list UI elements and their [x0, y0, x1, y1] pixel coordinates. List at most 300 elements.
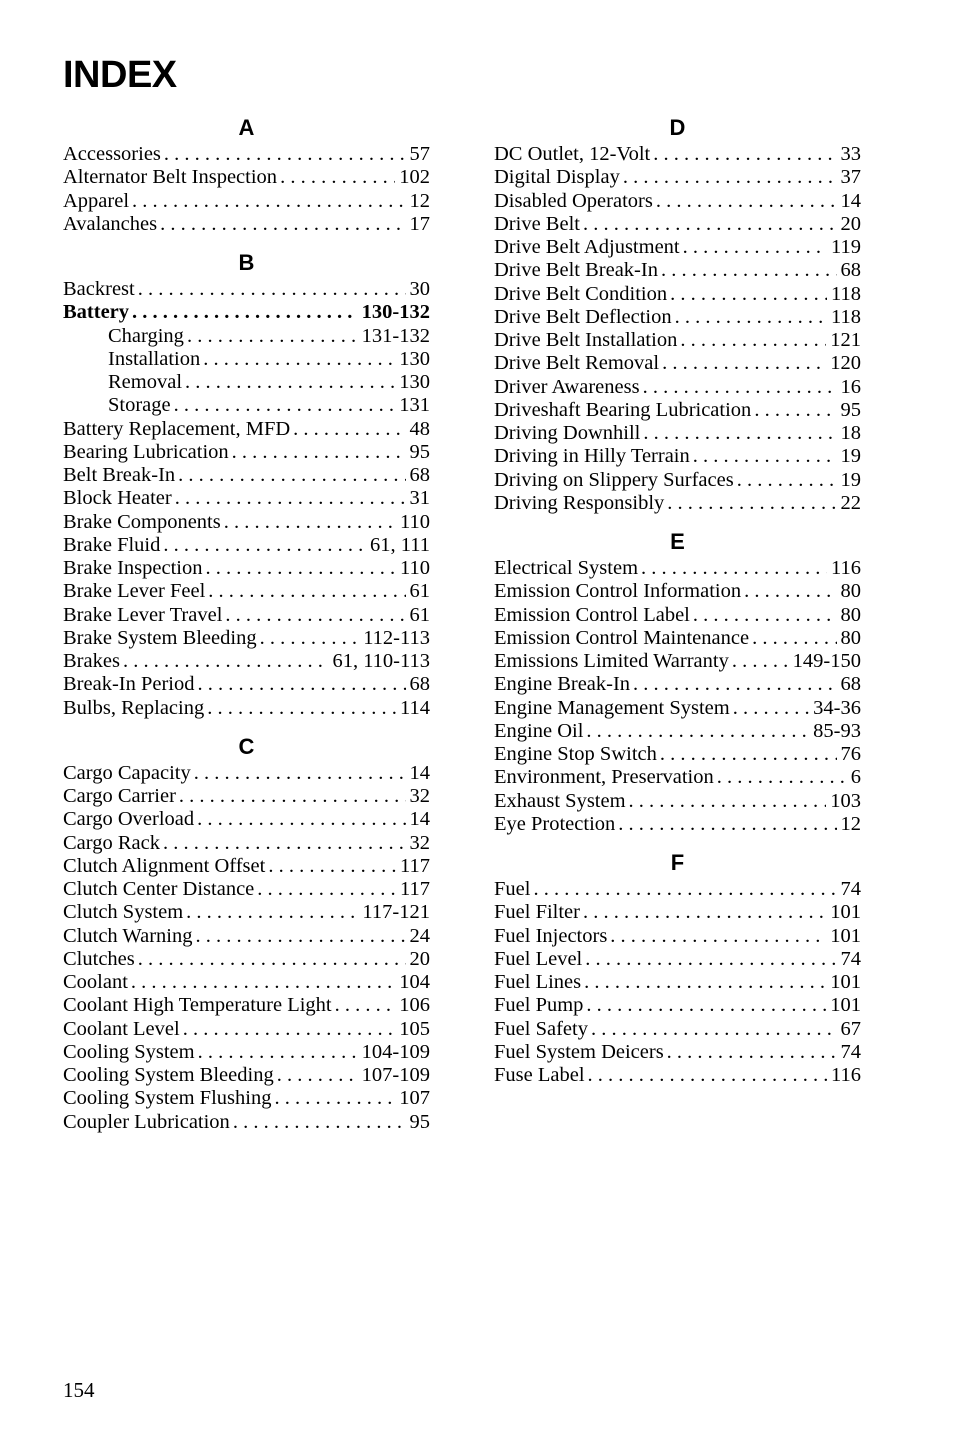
entry-term: Fuel Pump	[494, 994, 584, 1017]
entry-term: Fuel Level	[494, 947, 583, 970]
entry-term: Fuel Filter	[494, 901, 580, 924]
dot-leader	[335, 994, 396, 1017]
entry-term: Engine Stop Switch	[494, 743, 657, 765]
entry-term: Fuel Safety	[494, 1017, 588, 1040]
dot-leader	[670, 283, 827, 306]
entry-term: Clutch System	[63, 901, 184, 924]
entry-page-ref: 18	[840, 422, 861, 444]
entry-page-ref: 118	[831, 305, 861, 328]
entry-page-ref: 130	[399, 347, 430, 370]
index-entry-list	[494, 557, 861, 836]
dot-leader	[268, 855, 396, 878]
entry-term: Drive Belt Adjustment	[494, 236, 680, 258]
entry-term: Brake System Bleeding	[63, 626, 257, 649]
entry-term: Eye Protection	[494, 812, 616, 835]
entry-term: Clutch Warning	[63, 924, 193, 947]
entry-term: Driving on Slippery Surfaces	[494, 468, 734, 491]
index-entry	[63, 301, 430, 324]
index-entry	[494, 604, 861, 627]
entry-term: Drive Belt Condition	[494, 282, 668, 305]
dot-leader	[205, 557, 396, 580]
dot-leader	[680, 329, 826, 352]
dot-leader	[732, 650, 789, 673]
dot-leader	[661, 259, 837, 282]
entry-term: DC Outlet, 12-Volt	[494, 143, 651, 165]
dot-leader	[629, 790, 827, 813]
dot-leader	[198, 673, 406, 696]
index-entry	[63, 534, 430, 557]
dot-leader	[583, 901, 826, 924]
entry-term: Driving in Hilly Terrain	[494, 445, 690, 468]
entry-term: Clutch Center Distance	[63, 878, 255, 900]
entry-page-ref: 101	[830, 901, 861, 924]
index-entry-list	[494, 143, 861, 515]
index-column-right	[494, 113, 861, 1099]
entry-term: Disabled Operators	[494, 189, 653, 212]
entry-page-ref: 37	[840, 166, 861, 189]
dot-leader	[693, 604, 837, 627]
entry-page-ref: 61, 110-113	[332, 650, 430, 672]
index-entry	[494, 190, 861, 213]
entry-term: Driving Downhill	[494, 422, 641, 444]
dot-leader	[588, 1064, 827, 1087]
index-entry	[63, 190, 430, 213]
entry-term: Engine Oil	[494, 719, 584, 742]
entry-page-ref: 120	[830, 352, 861, 375]
index-entry	[494, 673, 861, 696]
entry-term: Accessories	[63, 143, 161, 165]
dot-leader	[274, 1087, 395, 1110]
dot-leader	[196, 925, 406, 948]
entry-term: Alternator Belt Inspection	[63, 166, 278, 189]
entry-page-ref: 103	[830, 789, 861, 812]
entry-page-ref: 68	[840, 673, 861, 696]
dot-leader	[717, 766, 847, 789]
entry-page-ref: 61	[409, 603, 430, 626]
dot-leader	[586, 720, 809, 743]
entry-term: Brake Lever Feel	[63, 580, 206, 603]
index-entry	[63, 1041, 430, 1064]
entry-term: Emission Control Maintenance	[494, 626, 750, 649]
entry-page-ref: 131-132	[361, 324, 430, 347]
section-heading: B	[238, 250, 255, 275]
entry-page-ref: 74	[840, 1040, 861, 1063]
dot-leader	[203, 348, 395, 371]
index-entry	[63, 762, 430, 785]
dot-leader	[132, 301, 358, 324]
entry-page-ref: 119	[831, 236, 861, 258]
index-entry	[494, 376, 861, 399]
dot-leader	[257, 878, 396, 901]
index-entry	[494, 813, 861, 836]
index-entry	[494, 697, 861, 720]
entry-term: Brakes	[63, 650, 120, 672]
index-entry	[63, 418, 430, 441]
index-entry	[63, 511, 430, 534]
index-entry	[494, 213, 861, 236]
entry-page-ref: 116	[831, 557, 861, 579]
index-entry	[63, 441, 430, 464]
entry-term: Battery	[63, 301, 130, 324]
entry-page-ref: 107-109	[361, 1064, 430, 1086]
entry-term: Environment, Preservation	[494, 766, 714, 789]
entry-page-ref: 74	[840, 947, 861, 970]
dot-leader	[641, 557, 827, 580]
entry-term: Fuel	[494, 878, 531, 900]
entry-term: Drive Belt Break-In	[494, 259, 658, 282]
dot-leader	[744, 580, 836, 603]
index-entry	[63, 925, 430, 948]
entry-page-ref: 33	[840, 143, 861, 165]
index-entry	[494, 283, 861, 306]
entry-page-ref: 14	[409, 761, 430, 784]
dot-leader	[683, 236, 827, 259]
entry-page-ref: 112-113	[363, 626, 430, 649]
entry-page-ref: 101	[830, 924, 861, 947]
index-entry	[63, 580, 430, 603]
entry-page-ref: 57	[409, 143, 430, 165]
dot-leader	[585, 948, 836, 971]
entry-page-ref: 80	[840, 603, 861, 626]
index-subentry	[63, 348, 430, 371]
index-entry	[494, 143, 861, 166]
entry-term: Coupler Lubrication	[63, 1110, 230, 1133]
dot-leader	[186, 901, 358, 924]
entry-term: Break-In Period	[63, 673, 195, 696]
entry-page-ref: 12	[409, 189, 430, 212]
index-entry	[494, 925, 861, 948]
entry-page-ref: 118	[831, 282, 861, 305]
section-heading: D	[669, 115, 686, 140]
entry-term: Installation	[108, 347, 201, 370]
index-entry	[494, 422, 861, 445]
dot-leader	[260, 627, 360, 650]
index-entry	[63, 627, 430, 650]
index-column-left	[63, 113, 430, 1146]
dot-leader	[131, 971, 395, 994]
dot-leader	[132, 190, 405, 213]
entry-page-ref: 117	[400, 878, 430, 900]
entry-term: Block Heater	[63, 487, 172, 510]
entry-term: Electrical System	[494, 557, 639, 579]
index-entry	[63, 785, 430, 808]
entry-term: Brake Inspection	[63, 557, 203, 579]
index-entry	[494, 878, 861, 901]
entry-term: Drive Belt	[494, 212, 580, 235]
index-entry	[494, 743, 861, 766]
section-heading: E	[670, 529, 685, 554]
index-entry	[63, 697, 430, 720]
entry-term: Charging	[108, 324, 184, 347]
dot-leader	[675, 306, 827, 329]
entry-term: Clutches	[63, 947, 135, 970]
entry-page-ref: 68	[840, 259, 861, 282]
index-subentry	[63, 371, 430, 394]
entry-page-ref: 16	[840, 375, 861, 398]
entry-term: Apparel	[63, 189, 130, 212]
index-entry-list	[494, 878, 861, 1087]
entry-page-ref: 107	[399, 1087, 430, 1110]
dot-leader	[138, 948, 406, 971]
index-entry	[494, 399, 861, 422]
dot-leader	[225, 604, 405, 627]
index-entry	[494, 1041, 861, 1064]
index-entry	[494, 580, 861, 603]
index-entry	[63, 948, 430, 971]
entry-page-ref: 34-36	[813, 696, 861, 719]
entry-page-ref: 95	[840, 398, 861, 421]
dot-leader	[583, 213, 837, 236]
index-entry	[494, 236, 861, 259]
dot-leader	[293, 418, 405, 441]
section-heading: A	[238, 115, 255, 140]
dot-leader	[754, 399, 836, 422]
entry-term: Clutch Alignment Offset	[63, 854, 266, 877]
index-entry	[494, 790, 861, 813]
entry-page-ref: 32	[409, 785, 430, 807]
index-entry	[494, 329, 861, 352]
index-entry	[63, 1111, 430, 1134]
dot-leader	[178, 464, 405, 487]
entry-term: Driveshaft Bearing Lubrication	[494, 398, 752, 421]
entry-page-ref: 130	[399, 371, 430, 393]
entry-term: Avalanches	[63, 212, 158, 235]
index-entry	[63, 971, 430, 994]
index-entry	[63, 855, 430, 878]
entry-term: Brake Components	[63, 510, 221, 533]
index-entry	[494, 766, 861, 789]
entry-page-ref: 32	[409, 831, 430, 854]
dot-leader	[653, 143, 836, 166]
dot-leader	[233, 1111, 406, 1134]
index-entry-list	[63, 278, 430, 720]
entry-page-ref: 31	[409, 487, 430, 510]
dot-leader	[138, 278, 406, 301]
index-entry	[494, 259, 861, 282]
section-heading: C	[238, 733, 255, 759]
index-entry	[494, 1064, 861, 1087]
dot-leader	[752, 627, 836, 650]
dot-leader	[584, 971, 826, 994]
entry-page-ref: 24	[409, 924, 430, 947]
index-entry	[494, 650, 861, 673]
entry-page-ref: 102	[399, 166, 430, 189]
index-entry-list	[63, 143, 430, 236]
entry-term: Fuse Label	[494, 1064, 585, 1086]
dot-leader	[164, 143, 406, 166]
dot-leader	[185, 371, 395, 394]
entry-term: Storage	[108, 394, 171, 417]
entry-page-ref: 101	[830, 971, 861, 993]
dot-leader	[662, 352, 826, 375]
dot-leader	[610, 925, 826, 948]
index-entry	[494, 557, 861, 580]
index-entry	[494, 948, 861, 971]
dot-leader	[208, 580, 405, 603]
entry-page-ref: 130-132	[361, 301, 430, 324]
entry-page-ref: 68	[409, 673, 430, 696]
page-title: INDEX	[63, 54, 177, 96]
dot-leader	[163, 534, 366, 557]
entry-term: Fuel System Deicers	[494, 1040, 664, 1063]
dot-leader	[280, 166, 395, 189]
entry-term: Drive Belt Deflection	[494, 305, 672, 328]
dot-leader	[160, 213, 405, 236]
index-entry	[63, 1087, 430, 1110]
entry-page-ref: 61	[409, 580, 430, 603]
dot-leader	[618, 813, 836, 836]
entry-term: Drive Belt Installation	[494, 329, 678, 351]
entry-page-ref: 19	[840, 445, 861, 468]
dot-leader	[656, 190, 837, 213]
entry-term: Cooling System	[63, 1040, 195, 1063]
entry-page-ref: 22	[840, 491, 861, 514]
dot-leader	[586, 994, 826, 1017]
index-entry	[494, 306, 861, 329]
entry-term: Drive Belt Removal	[494, 352, 660, 375]
dot-leader	[737, 469, 837, 492]
entry-page-ref: 95	[409, 440, 430, 463]
entry-page-ref: 114	[400, 696, 430, 719]
entry-page-ref: 104	[399, 971, 430, 993]
index-entry	[63, 901, 430, 924]
entry-term: Cooling System Bleeding	[63, 1064, 274, 1086]
entry-page-ref: 110	[400, 510, 430, 533]
index-entry	[494, 994, 861, 1017]
index-entry	[63, 808, 430, 831]
entry-term: Emissions Limited Warranty	[494, 650, 729, 672]
entry-term: Driving Responsibly	[494, 491, 665, 514]
entry-page-ref: 19	[840, 468, 861, 491]
entry-page-ref: 20	[409, 947, 430, 970]
entry-term: Emission Control Information	[494, 580, 742, 603]
index-entry	[63, 213, 430, 236]
dot-leader	[194, 762, 406, 785]
entry-page-ref: 95	[409, 1110, 430, 1133]
entry-term: Fuel Injectors	[494, 924, 608, 947]
index-entry	[63, 487, 430, 510]
page-number: 154	[63, 1378, 95, 1402]
index-subentry	[63, 325, 430, 348]
index-entry	[63, 557, 430, 580]
entry-term: Bulbs, Replacing	[63, 696, 205, 719]
index-entry-list	[63, 762, 430, 1134]
entry-page-ref: 85-93	[813, 719, 861, 742]
entry-term: Driver Awareness	[494, 375, 640, 398]
entry-page-ref: 101	[830, 994, 861, 1017]
dot-leader	[633, 673, 836, 696]
index-entry	[63, 1064, 430, 1087]
entry-term: Engine Management System	[494, 696, 730, 719]
index-entry	[63, 650, 430, 673]
entry-term: Coolant High Temperature Light	[63, 994, 332, 1017]
entry-page-ref: 30	[409, 278, 430, 300]
index-entry	[494, 627, 861, 650]
index-entry	[63, 278, 430, 301]
dot-leader	[533, 878, 836, 901]
entry-term: Cargo Carrier	[63, 785, 176, 807]
entry-term: Engine Break-In	[494, 673, 631, 696]
index-entry	[63, 832, 430, 855]
entry-term: Exhaust System	[494, 789, 626, 812]
entry-term: Coolant	[63, 971, 128, 993]
entry-term: Cargo Overload	[63, 808, 195, 831]
index-subentry	[63, 394, 430, 417]
index-entry	[494, 492, 861, 515]
dot-leader	[643, 422, 836, 445]
index-entry	[63, 994, 430, 1017]
entry-page-ref: 117-121	[362, 901, 430, 924]
index-entry	[63, 604, 430, 627]
entry-term: Brake Lever Travel	[63, 603, 223, 626]
index-entry	[63, 166, 430, 189]
dot-leader	[179, 785, 406, 808]
entry-term: Belt Break-In	[63, 464, 176, 486]
entry-page-ref: 20	[840, 212, 861, 235]
dot-leader	[277, 1064, 358, 1087]
dot-leader	[660, 743, 837, 766]
section-heading: F	[670, 850, 685, 875]
entry-term: Coolant Level	[63, 1017, 180, 1040]
dot-leader	[197, 808, 405, 831]
entry-page-ref: 48	[409, 417, 430, 440]
entry-page-ref: 131	[399, 394, 430, 417]
dot-leader	[667, 492, 836, 515]
dot-leader	[183, 1018, 396, 1041]
entry-page-ref: 149-150	[792, 650, 861, 672]
entry-term: Removal	[108, 371, 183, 393]
entry-page-ref: 121	[830, 329, 861, 351]
index-entry	[63, 143, 430, 166]
index-entry	[494, 971, 861, 994]
dot-leader	[667, 1041, 837, 1064]
entry-page-ref: 80	[840, 626, 861, 649]
index-entry	[63, 878, 430, 901]
dot-leader	[123, 650, 329, 673]
dot-leader	[693, 445, 837, 468]
entry-term: Digital Display	[494, 166, 620, 189]
dot-leader	[198, 1041, 358, 1064]
index-entry	[494, 469, 861, 492]
entry-term: Cargo Capacity	[63, 761, 191, 784]
entry-page-ref: 17	[409, 212, 430, 235]
dot-leader	[232, 441, 406, 464]
entry-page-ref: 106	[399, 994, 430, 1017]
dot-leader	[623, 166, 837, 189]
dot-leader	[591, 1018, 837, 1041]
dot-leader	[175, 487, 406, 510]
entry-term: Brake Fluid	[63, 533, 161, 556]
entry-term: Cargo Rack	[63, 831, 160, 854]
entry-page-ref: 117	[400, 854, 430, 877]
index-entry	[63, 464, 430, 487]
entry-page-ref: 12	[840, 812, 861, 835]
entry-page-ref: 67	[840, 1017, 861, 1040]
dot-leader	[174, 394, 396, 417]
dot-leader	[643, 376, 837, 399]
entry-page-ref: 14	[840, 189, 861, 212]
entry-page-ref: 61, 111	[370, 533, 430, 556]
entry-page-ref: 105	[399, 1017, 430, 1040]
index-entry	[63, 673, 430, 696]
entry-page-ref: 110	[400, 557, 430, 579]
dot-leader	[163, 832, 406, 855]
entry-page-ref: 14	[409, 808, 430, 831]
index-entry	[494, 1018, 861, 1041]
entry-term: Backrest	[63, 278, 135, 300]
entry-page-ref: 104-109	[361, 1040, 430, 1063]
entry-page-ref: 116	[831, 1064, 861, 1086]
